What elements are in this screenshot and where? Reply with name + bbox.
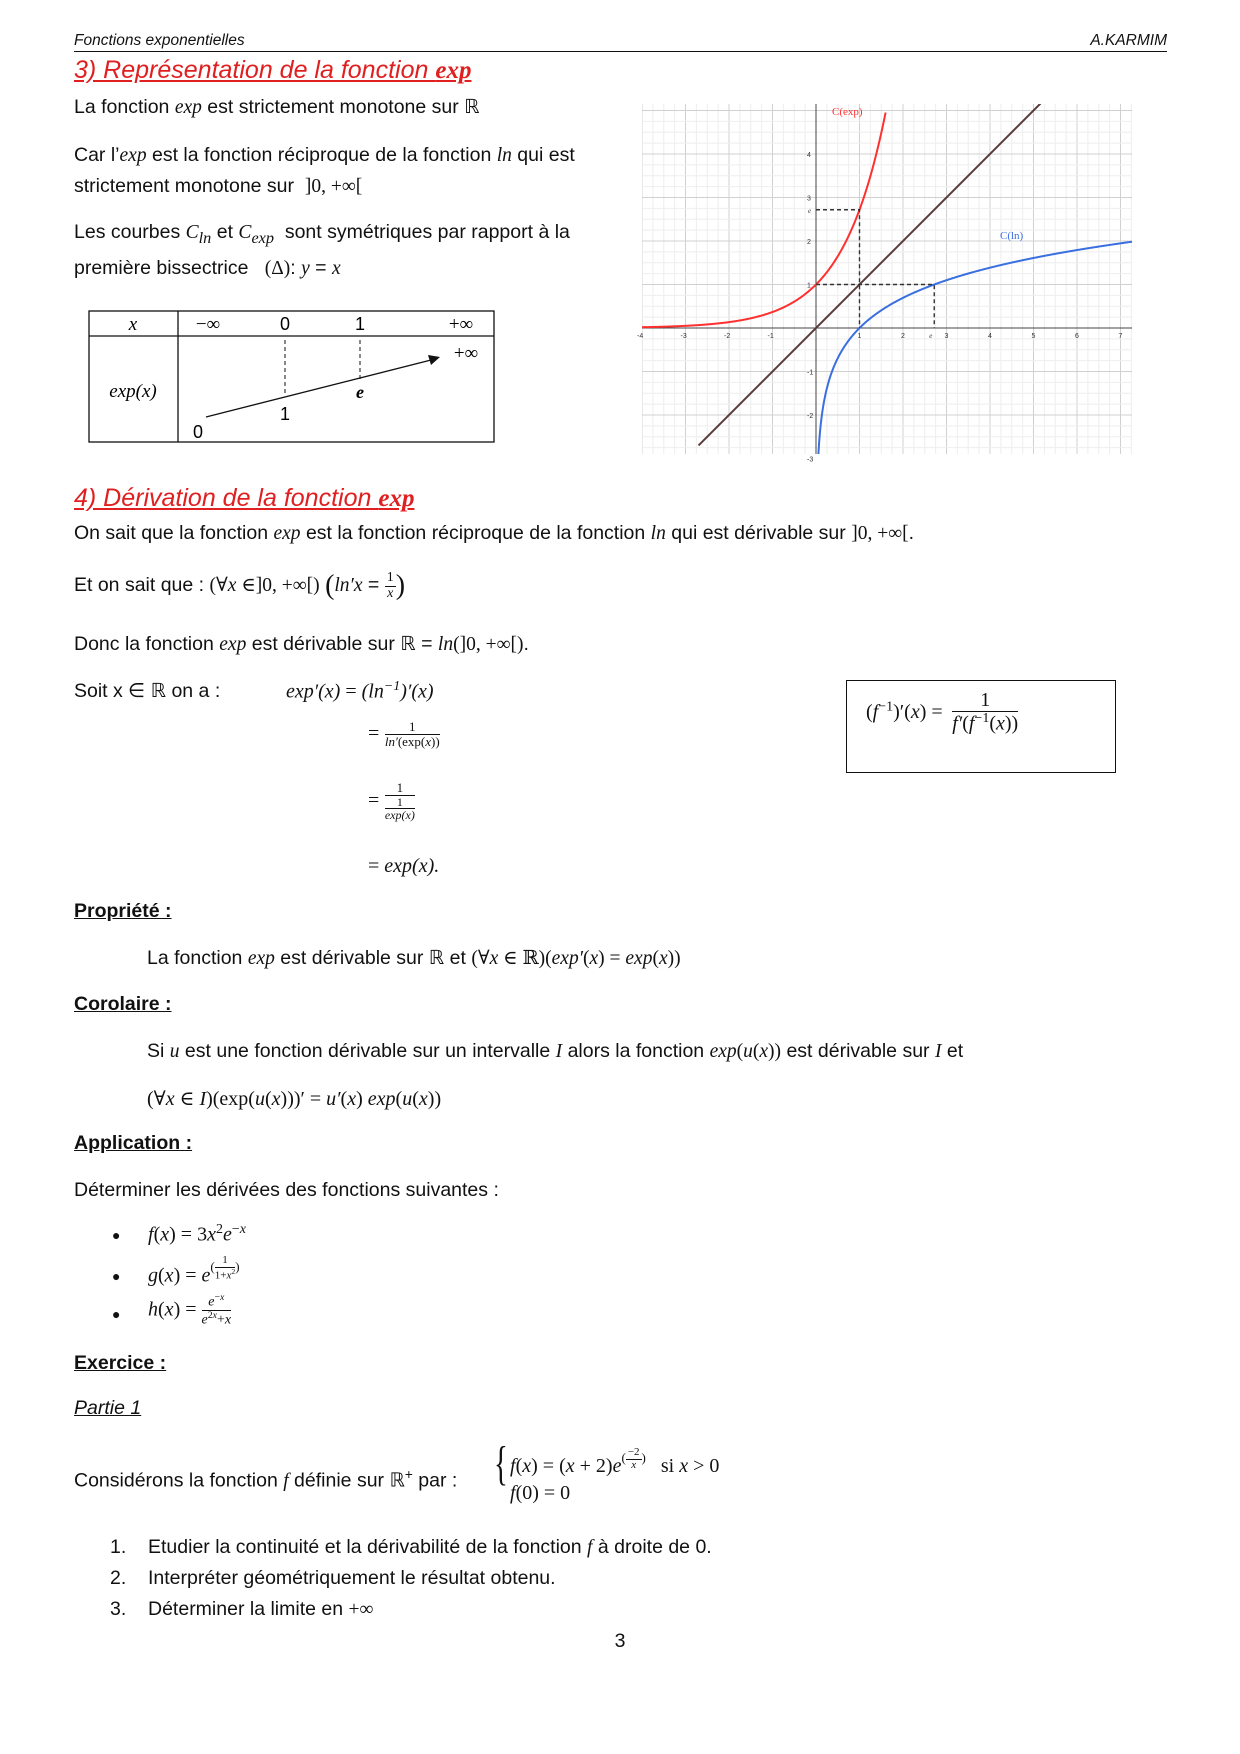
section4-p4: Soit x ∈ ℝ on a : bbox=[74, 680, 221, 702]
table-val-end: +∞ bbox=[453, 343, 479, 364]
application-title: Application : bbox=[74, 1132, 193, 1154]
exercice-brace: { bbox=[494, 1437, 508, 1490]
corolaire-title: Corolaire : bbox=[74, 993, 172, 1015]
exercice-title: Exercice : bbox=[74, 1352, 167, 1374]
y-tick-e: e bbox=[808, 206, 812, 215]
table-x-label: x bbox=[128, 314, 138, 335]
exercice-case2: f(0) = 0 bbox=[510, 1482, 571, 1504]
application-item-h: h(x) = $\frac{e^{-x}}{e^{2x}+x}$ bbox=[148, 1292, 232, 1328]
application-item-f: $f(x) = 3x^2e^{-x}$ bbox=[148, 1222, 246, 1246]
page-number: 3 bbox=[614, 1630, 626, 1652]
application-item-g: $g(x) = e^{( \frac{1}{1+x^2} )}$ bbox=[148, 1254, 240, 1287]
section3-title: 3) Représentation de la fonction exp bbox=[74, 56, 472, 84]
x-tick-label: 5 bbox=[1031, 333, 1036, 340]
section4-p1: On sait que la fonction exp est la fonction réciproque de la fonction ln qui est dérivable sur ]0, +∞[. bbox=[74, 522, 915, 544]
table-arrowhead bbox=[428, 355, 440, 365]
question-1: 1. Etudier la continuité et la dérivabilité de la fonction f à droite de 0. bbox=[110, 1536, 712, 1558]
table-f-label: exp(x) bbox=[109, 381, 157, 402]
bullet-1: ● bbox=[112, 1227, 121, 1243]
exp-ln-graph bbox=[637, 104, 1132, 464]
eq-line1: $\exp'(x) = (\ln^{-1})'(x)$ bbox=[286, 679, 434, 703]
y-tick-label: -3 bbox=[807, 456, 814, 464]
section4-p2: Et on sait que : (∀x ∈]0, +∞[) (ln′x = $\frac{1}{x}$ ) bbox=[74, 569, 406, 601]
y-tick-label: 4 bbox=[807, 152, 811, 159]
table-val-0: 1 bbox=[279, 404, 291, 424]
graph-label-exp: C(exp) bbox=[832, 106, 863, 118]
table-x-pinf: +∞ bbox=[448, 314, 474, 335]
x-tick-label: -4 bbox=[637, 333, 644, 340]
graph-label-ln: C(ln) bbox=[1000, 230, 1024, 242]
header-right: A.KARMIM bbox=[1090, 32, 1167, 49]
x-tick-label: -3 bbox=[680, 333, 687, 340]
x-tick-label: 1 bbox=[857, 333, 862, 340]
section3-line3: Les courbes $C_{ln}$ et $C_{exp}$ sont symétriques par rapport à la première bissectrice (Δ): y = x bbox=[74, 221, 570, 279]
table-x-0: 0 bbox=[279, 314, 291, 334]
section4-title: 4) Dérivation de la fonction exp bbox=[74, 484, 415, 512]
inverse-derivative-formula: $(f^{-1})'(x)$ = $\frac{1}{f'(f^{-1}(x))}$ bbox=[866, 689, 1019, 735]
table-val-start: 0 bbox=[192, 422, 204, 442]
x-tick-label: -1 bbox=[767, 333, 774, 340]
question-3: 3. Déterminer la limite en +∞ bbox=[110, 1598, 374, 1620]
table-arrow bbox=[206, 359, 435, 417]
application-intro: Déterminer les dérivées des fonctions suivantes : bbox=[74, 1179, 499, 1201]
x-tick-label: 7 bbox=[1118, 333, 1123, 340]
exercice-case1: $f(x) = (x + 2)e^{( \frac{-2}{x} )}$ si x > 0 bbox=[510, 1446, 720, 1478]
question-2: 2. Interpréter géométriquement le résultat obtenu. bbox=[110, 1567, 556, 1589]
eq-line4: = exp(x). bbox=[368, 855, 440, 877]
exercice-partie: Partie 1 bbox=[74, 1397, 142, 1419]
variation-table bbox=[88, 310, 496, 444]
eq-line3: = $\frac{1}{\frac{1}{\exp(x)}}$ bbox=[368, 780, 415, 823]
table-x-minf: −∞ bbox=[195, 314, 221, 335]
y-tick-label: -2 bbox=[807, 413, 814, 420]
table-val-1: e bbox=[356, 382, 364, 402]
header-left: Fonctions exponentielles bbox=[74, 32, 245, 49]
y-tick-label: -1 bbox=[807, 369, 814, 377]
header-rule bbox=[74, 51, 1167, 52]
x-tick-label: 3 bbox=[944, 333, 949, 340]
bullet-3: ● bbox=[112, 1306, 121, 1322]
section3-line1: La fonction exp est strictement monotone sur ℝ bbox=[74, 96, 480, 118]
x-tick-e: e bbox=[929, 332, 933, 340]
x-tick-label: 6 bbox=[1075, 333, 1079, 340]
y-tick-label: 2 bbox=[807, 239, 811, 246]
table-x-1: 1 bbox=[354, 314, 366, 334]
corolaire-text2: (∀x ∈ I)(exp(u(x)))′ = u′(x) exp(u(x)) bbox=[147, 1088, 442, 1110]
x-tick-label: -2 bbox=[724, 333, 731, 340]
eq-line2: = $\frac{1}{\ln'(\exp(x))}$ bbox=[368, 719, 440, 749]
section4-p3: Donc la fonction exp est dérivable sur ℝ = ln(]0, +∞[). bbox=[74, 633, 529, 655]
x-tick-label: 4 bbox=[988, 333, 992, 340]
corolaire-text1: Si u est une fonction dérivable sur un intervalle I alors la fonction exp(u(x)) est dérivable sur I et bbox=[147, 1040, 964, 1062]
x-tick-label: 2 bbox=[901, 333, 905, 340]
propriete-text: La fonction exp est dérivable sur ℝ et (∀x ∈ ℝ)(exp′(x) = exp(x)) bbox=[147, 947, 681, 969]
section3-line2: Car l’exp est la fonction réciproque de la fonction ln qui est strictement monotone sur ]0, +∞[ bbox=[74, 144, 575, 197]
y-tick-label: 1 bbox=[807, 282, 811, 290]
propriete-title: Propriété : bbox=[74, 900, 172, 922]
y-tick-label: 3 bbox=[807, 195, 811, 203]
bullet-2: ● bbox=[112, 1268, 121, 1284]
exercice-intro: Considérons la fonction f définie sur ℝ+ par : bbox=[74, 1467, 458, 1492]
exercice-questions bbox=[110, 1532, 712, 1625]
